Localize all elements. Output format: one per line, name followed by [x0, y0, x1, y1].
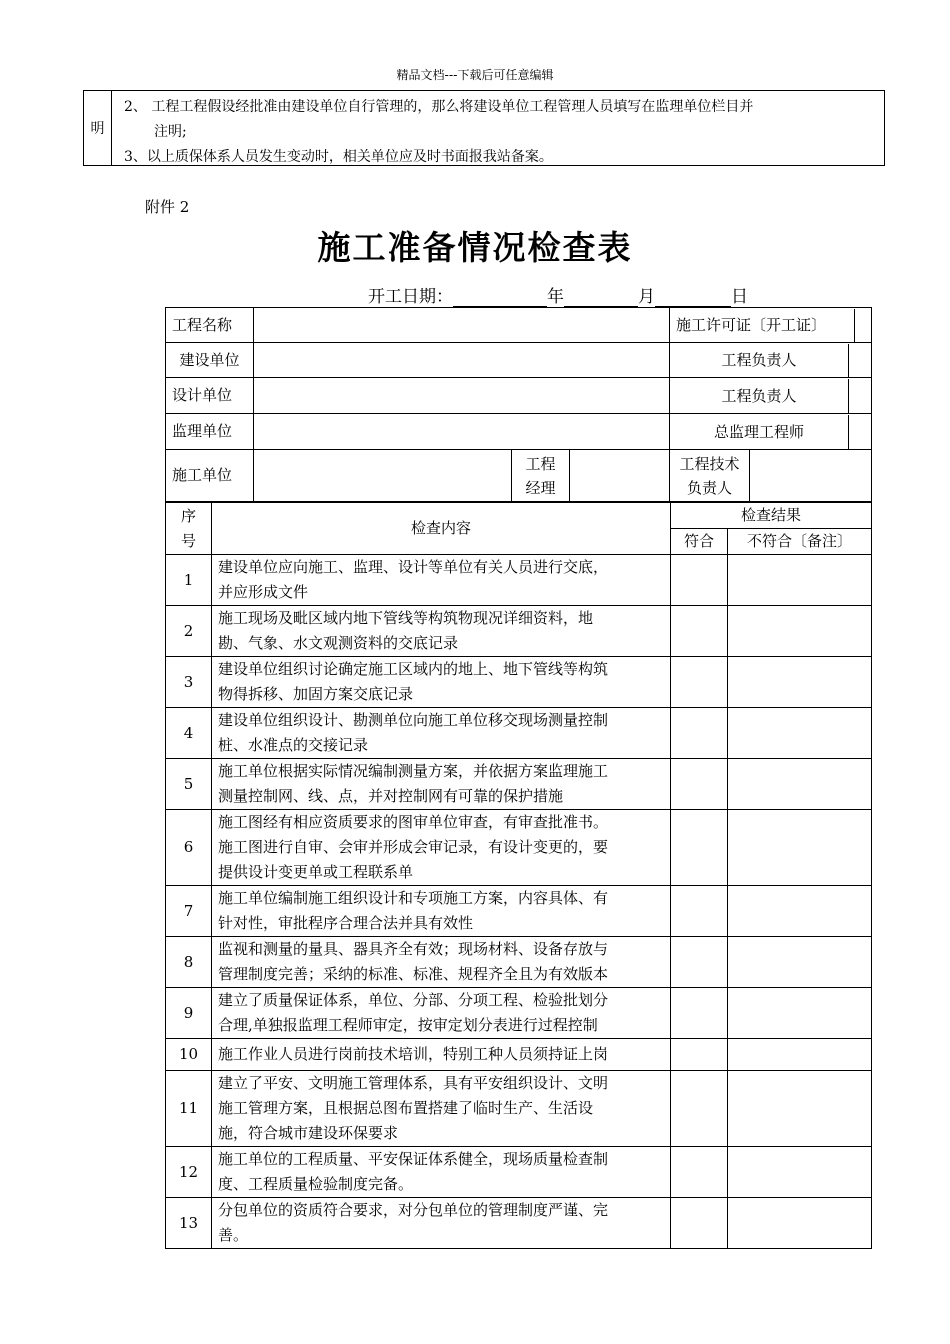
contractor-field[interactable]	[254, 450, 512, 502]
checklist-row-pass-cell[interactable]	[671, 657, 728, 708]
year-blank[interactable]	[453, 288, 547, 307]
designer-lead-field[interactable]	[849, 379, 871, 413]
seq-header-line1: 序	[180, 506, 196, 525]
checklist-row-fail-cell[interactable]	[728, 555, 872, 606]
checklist-row-fail-cell[interactable]	[728, 937, 872, 988]
content-header: 检查内容	[212, 503, 671, 555]
checklist-row	[166, 988, 872, 1039]
notes-box	[83, 90, 885, 166]
permit-field[interactable]	[855, 309, 871, 342]
note-line-3: 3、以上质保体系人员发生变动时，相关单位应及时书面报我站备案。	[124, 149, 553, 165]
checklist-row-pass-cell[interactable]	[671, 988, 728, 1039]
project-manager-label-line1: 工程	[525, 454, 556, 473]
checklist-row-content-line: 善。	[218, 1226, 249, 1244]
checklist-row-content-line: 施，符合城市建设环保要求	[218, 1124, 399, 1142]
start-date-row	[368, 282, 748, 307]
builder-lead-label: 工程负责人	[670, 344, 849, 377]
pass-header: 符合	[671, 529, 728, 555]
checklist-row-fail-cell[interactable]	[728, 810, 872, 886]
checklist-row-number: 3	[166, 657, 212, 708]
permit-label: 施工许可证〔开工证〕	[670, 309, 855, 342]
project-manager-label	[512, 450, 570, 502]
checklist-row-fail-cell[interactable]	[728, 759, 872, 810]
page-header-note: 精品文档---下载后可任意编辑	[396, 68, 554, 82]
checklist-row-fail-cell[interactable]	[728, 988, 872, 1039]
checklist-row-pass-cell[interactable]	[671, 708, 728, 759]
seq-header-line2: 号	[180, 531, 196, 550]
project-info-table	[165, 307, 872, 502]
checklist-row-number: 7	[166, 886, 212, 937]
tech-lead-label-line2: 负责人	[687, 478, 733, 497]
checklist-row-content	[212, 606, 671, 657]
project-name-field[interactable]	[254, 308, 670, 343]
checklist-row-number: 5	[166, 759, 212, 810]
tech-lead-label	[670, 450, 750, 502]
checklist-row-pass-cell[interactable]	[671, 1071, 728, 1147]
checklist-row-content	[212, 1198, 671, 1249]
checklist-row-fail-cell[interactable]	[728, 657, 872, 708]
designer-label: 设计单位	[166, 378, 254, 414]
checklist-row-fail-cell[interactable]	[728, 606, 872, 657]
checklist-row-content-line: 建设单位组织设计、勘测单位向施工单位移交现场测量控制	[218, 711, 609, 729]
checklist-row-number: 8	[166, 937, 212, 988]
supervisor-label: 监理单位	[166, 414, 254, 450]
builder-lead-field[interactable]	[849, 344, 871, 377]
checklist-row-pass-cell[interactable]	[671, 1198, 728, 1249]
notes-side-label: 明	[84, 91, 112, 165]
checklist-row-pass-cell[interactable]	[671, 759, 728, 810]
checklist-row-content	[212, 988, 671, 1039]
checklist-row-content	[212, 1147, 671, 1198]
tech-lead-label-line1: 工程技术	[679, 454, 740, 473]
checklist-row-content-line: 施工作业人员进行岗前技术培训，特别工种人员须持证上岗	[218, 1045, 609, 1063]
checklist-row-number: 4	[166, 708, 212, 759]
checklist-row-content	[212, 886, 671, 937]
checklist-row-pass-cell[interactable]	[671, 937, 728, 988]
builder-field[interactable]	[254, 343, 670, 378]
checklist-row-number: 11	[166, 1071, 212, 1147]
day-label: 日	[731, 287, 748, 307]
checklist-row-content-line: 提供设计变更单或工程联系单	[218, 863, 414, 881]
checklist-row-content	[212, 657, 671, 708]
checklist-row-content-line: 物得拆移、加固方案交底记录	[218, 685, 414, 703]
checklist-row-content-line: 建设单位组织讨论确定施工区域内的地上、地下管线等构筑	[218, 660, 609, 678]
checklist-row-number: 13	[166, 1198, 212, 1249]
chief-supervisor-field[interactable]	[849, 415, 871, 449]
checklist-row-pass-cell[interactable]	[671, 606, 728, 657]
checklist-row	[166, 1198, 872, 1249]
checklist-row-pass-cell[interactable]	[671, 1039, 728, 1071]
checklist-row-content	[212, 1071, 671, 1147]
checklist-row-content-line: 施工管理方案，且根据总图布置搭建了临时生产、生活设	[218, 1099, 594, 1117]
supervisor-field[interactable]	[254, 414, 670, 450]
checklist-row-pass-cell[interactable]	[671, 810, 728, 886]
checklist-row-content	[212, 937, 671, 988]
checklist-row-number: 2	[166, 606, 212, 657]
checklist-row-content-line: 施工单位根据实际情况编制测量方案，并依据方案监理施工	[218, 762, 609, 780]
checklist-row-content	[212, 759, 671, 810]
document-title: 施工准备情况检查表	[317, 228, 633, 267]
checklist-row-content-line: 施工图经有相应资质要求的图审单位审查，有审查批准书。	[218, 813, 609, 831]
checklist-row-content-line: 针对性，审批程序合理合法并具有效性	[218, 914, 474, 932]
checklist-row-content-line: 合理,单独报监理工程师审定，按审定划分表进行过程控制	[218, 1016, 598, 1034]
checklist-row-content-line: 施工图进行自审、会审并形成会审记录，有设计变更的，要	[218, 838, 609, 856]
attachment-label: 附件 2	[145, 198, 190, 216]
checklist-row-content-line: 监视和测量的量具、器具齐全有效；现场材料、设备存放与	[218, 940, 609, 958]
checklist-row-content-line: 勘、气象、水文观测资料的交底记录	[218, 634, 459, 652]
checklist-row-content-line: 施工单位的工程质量、平安保证体系健全，现场质量检查制	[218, 1150, 609, 1168]
checklist-row	[166, 555, 872, 606]
designer-lead-label: 工程负责人	[670, 379, 849, 413]
project-manager-field[interactable]	[570, 450, 670, 502]
checklist-row	[166, 886, 872, 937]
checklist-table	[165, 502, 872, 1249]
checklist-row	[166, 606, 872, 657]
checklist-row-number: 6	[166, 810, 212, 886]
checklist-row	[166, 1071, 872, 1147]
project-manager-label-line2: 经理	[525, 478, 556, 497]
checklist-row-content-line: 施工单位编制施工组织设计和专项施工方案，内容具体、有	[218, 889, 609, 907]
checklist-row-content-line: 建立了平安、文明施工管理体系，具有平安组织设计、文明	[218, 1074, 609, 1092]
checklist-row-number: 9	[166, 988, 212, 1039]
checklist-row-number: 10	[166, 1039, 212, 1071]
checklist-row-number: 1	[166, 555, 212, 606]
checklist-row-pass-cell[interactable]	[671, 555, 728, 606]
tech-lead-field[interactable]	[750, 450, 872, 502]
day-blank[interactable]	[655, 288, 731, 307]
fail-header: 不符合〔备注〕	[728, 529, 872, 555]
checklist-row-content	[212, 708, 671, 759]
checklist-row-content-line: 桩、水准点的交接记录	[218, 736, 369, 754]
checklist-row	[166, 1147, 872, 1198]
checklist-row-content-line: 并应形成文件	[218, 583, 309, 601]
checklist-row	[166, 937, 872, 988]
checklist-row-fail-cell[interactable]	[728, 886, 872, 937]
checklist-row	[166, 1039, 872, 1071]
checklist-row	[166, 759, 872, 810]
checklist-row-content	[212, 555, 671, 606]
checklist-row-fail-cell[interactable]	[728, 708, 872, 759]
checklist-row-number: 12	[166, 1147, 212, 1198]
checklist-row	[166, 810, 872, 886]
note-line-2-cont: 注明;	[154, 124, 187, 140]
builder-label: 建设单位	[166, 343, 254, 378]
year-label: 年	[547, 287, 564, 307]
chief-supervisor-label: 总监理工程师	[670, 415, 849, 449]
start-date-label: 开工日期：	[368, 287, 453, 307]
checklist-row-pass-cell[interactable]	[671, 1147, 728, 1198]
checklist-row	[166, 708, 872, 759]
contractor-label: 施工单位	[166, 450, 254, 502]
checklist-row-content-line: 施工现场及毗区域内地下管线等构筑物现况详细资料，地	[218, 609, 594, 627]
checklist-row-content-line: 度、工程质量检验制度完备。	[218, 1175, 414, 1193]
seq-header	[166, 503, 212, 555]
checklist-row-fail-cell[interactable]	[728, 1071, 872, 1147]
checklist-row-content-line: 分包单位的资质符合要求，对分包单位的管理制度严谨、完	[218, 1201, 609, 1219]
checklist-row-pass-cell[interactable]	[671, 886, 728, 937]
checklist-row-content-line: 建立了质量保证体系，单位、分部、分项工程、检验批划分	[218, 991, 609, 1009]
checklist-row-content	[212, 810, 671, 886]
result-header: 检查结果	[671, 503, 872, 529]
checklist-row-content-line: 建设单位应向施工、监理、设计等单位有关人员进行交底，	[218, 558, 609, 576]
project-name-label: 工程名称	[166, 308, 254, 343]
note-line-2: 2、 工程工程假设经批准由建设单位自行管理的，那么将建设单位工程管理人员填写在监理单位栏目并	[124, 99, 754, 115]
checklist-row-content	[212, 1039, 671, 1071]
checklist-row-fail-cell[interactable]	[728, 1198, 872, 1249]
checklist-row-content-line: 测量控制网、线、点，并对控制网有可靠的保护措施	[218, 787, 564, 805]
checklist-row	[166, 657, 872, 708]
checklist-body	[166, 555, 872, 1249]
checklist-row-fail-cell[interactable]	[728, 1147, 872, 1198]
month-label: 月	[638, 287, 655, 307]
month-blank[interactable]	[564, 288, 638, 307]
designer-field[interactable]	[254, 378, 670, 414]
checklist-row-content-line: 管理制度完善；采纳的标准、标准、规程齐全且为有效版本	[218, 965, 609, 983]
checklist-row-fail-cell[interactable]	[728, 1039, 872, 1071]
